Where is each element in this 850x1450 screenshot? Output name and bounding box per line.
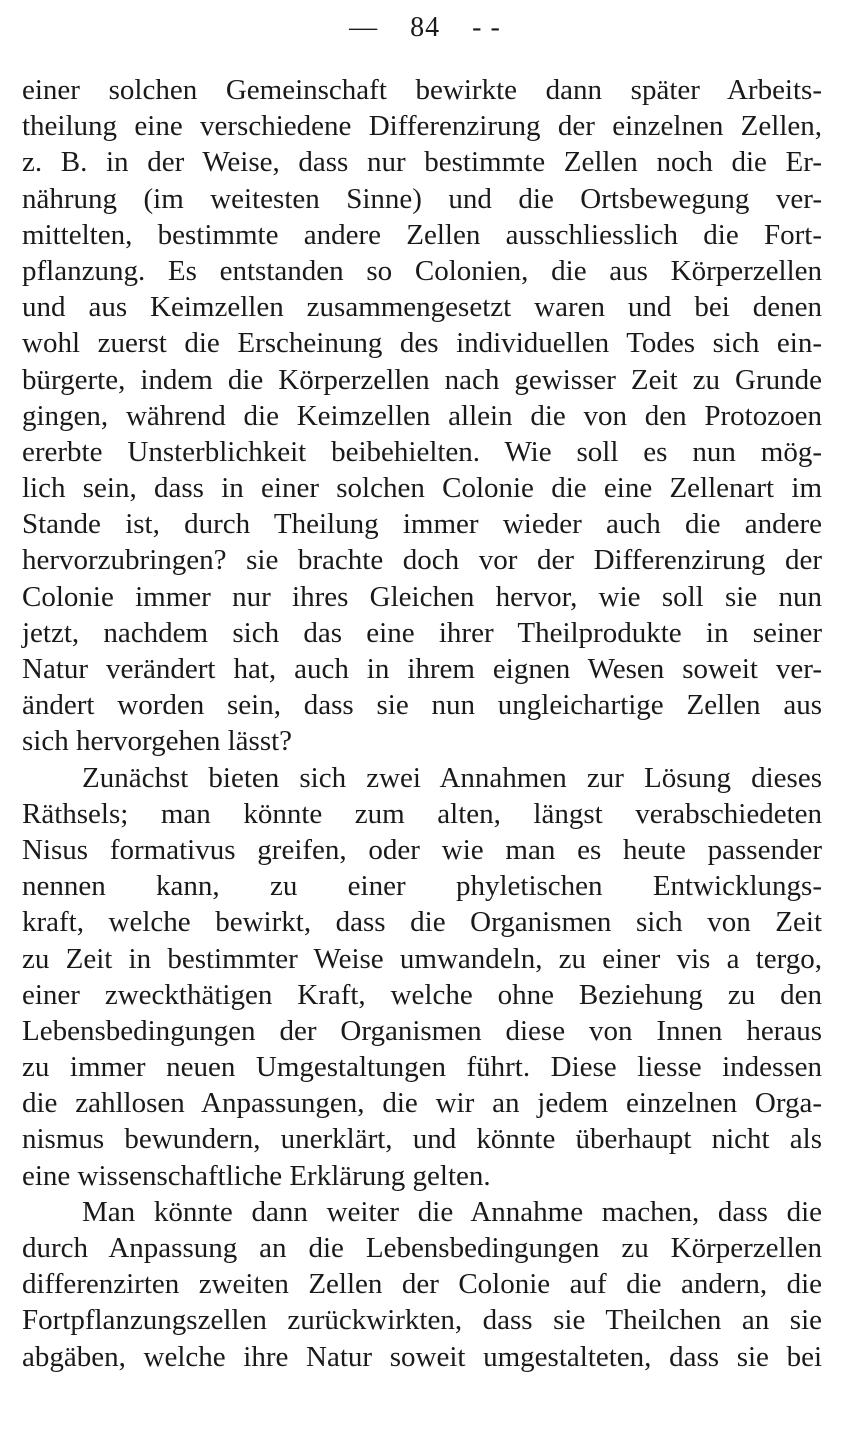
text-line: Fortpflanzungszellen zurückwirkten, dass sie Theilchen an sie xyxy=(22,1304,822,1337)
text-line: Stande ist, durch Theilung immer wieder auch die andere xyxy=(22,508,822,541)
text-line: durch Anpassung an die Lebensbedingungen zu Körperzellen xyxy=(22,1232,822,1264)
paragraph-start-line: Zunächst bieten sich zwei Annahmen zur Lösung dieses xyxy=(82,761,822,794)
text-line: mittelten, bestimmte andere Zellen ausschliesslich die Fort- xyxy=(22,218,822,251)
text-line: Räthsels; man könnte zum alten, längst verabschiedeten xyxy=(22,797,822,830)
text-line: theilung eine verschiedene Differenzirung der einzelnen Zellen, xyxy=(22,110,822,143)
text-line: lich sein, dass in einer solchen Colonie die eine Zellenart im xyxy=(22,472,822,505)
text-line: und aus Keimzellen zusammengesetzt waren und bei denen xyxy=(22,291,822,324)
text-line: Colonie immer nur ihres Gleichen hervor, wie soll sie nun xyxy=(22,580,822,613)
paragraph-end-line: sich hervorgehen lässt? xyxy=(22,725,293,758)
text-line: die zahllosen Anpassungen, die wir an jedem einzelnen Orga- xyxy=(22,1087,822,1120)
text-line: gingen, während die Keimzellen allein die von den Protozoen xyxy=(22,399,822,432)
page-header xyxy=(0,12,850,44)
text-line: pflanzung. Es entstanden so Colonien, die aus Körperzellen xyxy=(22,254,822,287)
header-dash-right: - - xyxy=(472,12,501,43)
text-line: ererbte Unsterblichkeit beibehielten. Wie soll es nun mög- xyxy=(22,435,822,468)
paragraph-start-line: Man könnte dann weiter die Annahme machen, dass die xyxy=(82,1195,822,1228)
text-line: Nisus formativus greifen, oder wie man es heute passender xyxy=(22,833,822,866)
text-line: abgäben, welche ihre Natur soweit umgestalteten, dass sie bei xyxy=(22,1340,822,1373)
header-dash-left: — xyxy=(349,12,379,43)
text-line: zu Zeit in bestimmter Weise umwandeln, zu einer vis a tergo, xyxy=(22,942,822,975)
page-number: 84 xyxy=(410,12,441,43)
text-line: nennen kann, zu einer phyletischen Entwicklungs- xyxy=(22,870,822,903)
text-line: differenzirten zweiten Zellen der Colonie auf die andern, die xyxy=(22,1268,822,1301)
text-line: kraft, welche bewirkt, dass die Organismen sich von Zeit xyxy=(22,906,822,939)
paragraph-end-line: eine wissenschaftliche Erklärung gelten. xyxy=(22,1159,491,1192)
text-line: einer zweckthätigen Kraft, welche ohne Beziehung zu den xyxy=(22,978,822,1011)
text-line: Lebensbedingungen der Organismen diese von Innen heraus xyxy=(22,1014,822,1047)
body-text xyxy=(22,72,822,1375)
text-line: bürgerte, indem die Körperzellen nach gewisser Zeit zu Grunde xyxy=(22,363,822,396)
text-line: Natur verändert hat, auch in ihrem eignen Wesen soweit ver- xyxy=(22,653,822,685)
text-line: nismus bewundern, unerklärt, und könnte überhaupt nicht als xyxy=(22,1123,822,1156)
text-line: hervorzubringen? sie brachte doch vor der Differenzirung der xyxy=(22,544,822,577)
text-line: z. B. in der Weise, dass nur bestimmte Zellen noch die Er- xyxy=(22,146,822,179)
text-line: einer solchen Gemeinschaft bewirkte dann später Arbeits- xyxy=(22,74,822,106)
text-line: ändert worden sein, dass sie nun ungleichartige Zellen aus xyxy=(22,689,822,722)
text-line: jetzt, nachdem sich das eine ihrer Theilprodukte in seiner xyxy=(22,616,822,649)
text-line: wohl zuerst die Erscheinung des individuellen Todes sich ein- xyxy=(22,327,822,360)
text-line: nährung (im weitesten Sinne) und die Ortsbewegung ver- xyxy=(22,182,822,215)
text-line: zu immer neuen Umgestaltungen führt. Diese liesse indessen xyxy=(22,1051,822,1084)
